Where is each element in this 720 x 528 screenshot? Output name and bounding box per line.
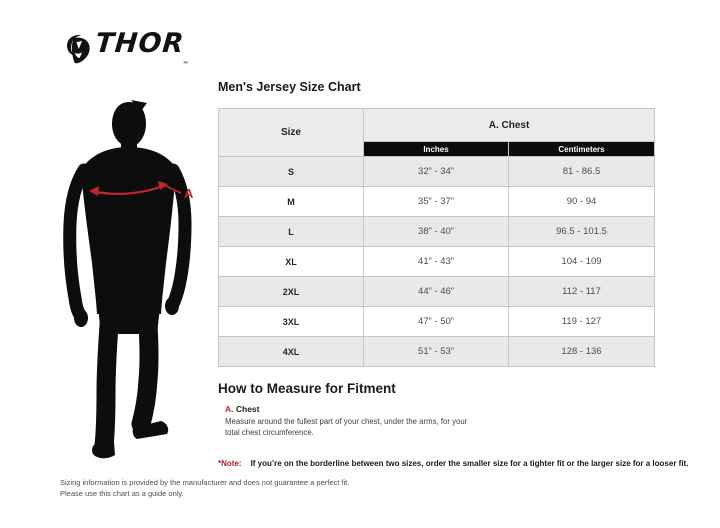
table-row (219, 307, 655, 337)
measure-instructions-line1: Measure around the fullest part of your chest, under the arms, for your (225, 417, 468, 426)
size-value: 4XL (219, 337, 364, 367)
inches-value: 35” - 37” (364, 187, 509, 217)
size-value: S (219, 157, 364, 187)
table-row (219, 157, 655, 187)
size-value: 2XL (219, 277, 364, 307)
cm-value: 128 - 136 (509, 337, 655, 367)
note-label: *Note: (218, 459, 242, 468)
size-value: L (219, 217, 364, 247)
measure-point-a-label: A (184, 186, 194, 201)
column-header-size: Size (219, 109, 364, 157)
inches-value: 44” - 46” (364, 277, 509, 307)
table-row (219, 217, 655, 247)
measure-item-label: Chest (233, 404, 260, 414)
cm-value: 119 - 127 (509, 307, 655, 337)
column-header-chest: A. Chest (364, 109, 655, 142)
disclaimer-line1: Sizing information is provided by the manufacturer and does not guarantee a perfect fit. (60, 478, 350, 487)
size-chart-table (218, 108, 655, 367)
table-row (219, 337, 655, 367)
cm-value: 96.5 - 101.5 (509, 217, 655, 247)
table-row (219, 277, 655, 307)
cm-value: 104 - 109 (509, 247, 655, 277)
cm-value: 90 - 94 (509, 187, 655, 217)
size-value: 3XL (219, 307, 364, 337)
page-title: Men's Jersey Size Chart (218, 80, 361, 94)
disclaimer (60, 477, 349, 500)
measure-instructions-line2: total chest circumference. (225, 428, 314, 438)
brand-logo (64, 30, 190, 68)
cm-value: 81 - 86.5 (509, 157, 655, 187)
inches-value: 38” - 40” (364, 217, 509, 247)
brand-name: THOR (94, 28, 186, 59)
measure-instructions (225, 416, 467, 439)
male-silhouette (74, 100, 179, 458)
measure-section-heading: How to Measure for Fitment (218, 381, 396, 396)
table-row (219, 247, 655, 277)
cm-value: 112 - 117 (509, 277, 655, 307)
sizing-note (218, 459, 688, 468)
measure-item-letter: A. (225, 404, 234, 414)
thor-goat-icon (64, 33, 92, 65)
measure-item-chest (225, 404, 259, 414)
size-value: M (219, 187, 364, 217)
size-value: XL (219, 247, 364, 277)
inches-value: 47” - 50” (364, 307, 509, 337)
table-row (219, 187, 655, 217)
inches-value: 51” - 53” (364, 337, 509, 367)
column-header-inches: Inches (364, 142, 509, 157)
inches-value: 32” - 34” (364, 157, 509, 187)
disclaimer-line2: Please use this chart as a guide only. (60, 489, 184, 499)
brand-wordmark (93, 30, 191, 68)
table-header-row (219, 109, 655, 142)
column-header-centimeters: Centimeters (509, 142, 655, 157)
inches-value: 41” - 43” (364, 247, 509, 277)
note-text: If you’re on the borderline between two sizes, order the smaller size for a tighter fit or the larger size for a looser fit. (250, 459, 689, 468)
body-measurement-figure (57, 98, 202, 468)
trademark-symbol: ™ (182, 61, 189, 68)
